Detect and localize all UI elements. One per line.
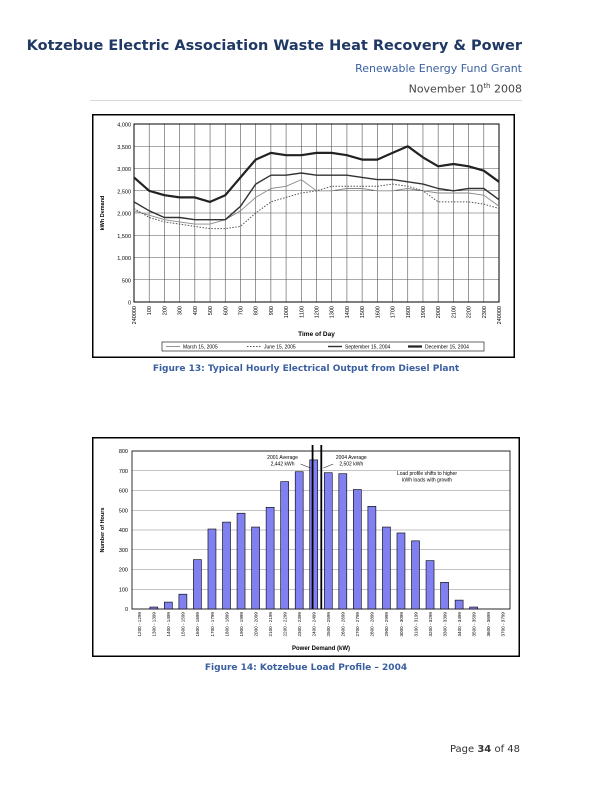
bar [339, 474, 347, 609]
x-tick-label: 300 [177, 306, 184, 316]
bar [412, 541, 420, 609]
x-tick-label: 1300 [329, 306, 336, 319]
x-tick-label: 3400 - 3499 [456, 612, 462, 637]
x-axis-label: Power Demand (kW) [291, 646, 351, 652]
x-tick-label: 1600 [375, 306, 382, 319]
x-tick-label: 2700 - 2799 [355, 612, 361, 637]
bar [353, 490, 361, 609]
x-tick-label: 2000 [436, 306, 443, 319]
x-tick-label: 1800 [405, 306, 412, 319]
x-tick-label: 400 [192, 306, 199, 316]
bar [223, 522, 231, 609]
y-tick-label: 0 [124, 607, 128, 613]
load-profile-chart [92, 437, 520, 657]
bar [397, 533, 405, 609]
page-header-title: Kotzebue Electric Association Waste Heat Recovery & Power [26, 38, 522, 54]
x-tick-label: 100 [147, 306, 154, 316]
y-tick-label: 4,000 [117, 122, 131, 129]
x-tick-label: 2900 - 2999 [384, 612, 390, 637]
x-tick-label: 1800 - 1899 [224, 612, 230, 637]
x-tick-label: 2500 - 2599 [326, 612, 332, 637]
y-tick-label: 200 [118, 567, 128, 574]
bar [150, 607, 158, 609]
x-tick-label: 600 [223, 306, 230, 316]
x-tick-label: 240000 [497, 306, 503, 325]
bar [470, 607, 478, 609]
x-tick-label: 1600 - 1699 [195, 612, 201, 637]
x-tick-label: 2100 - 2199 [267, 612, 273, 637]
x-tick-label: 3600 - 3699 [485, 612, 491, 637]
footer-total: of 48 [491, 744, 520, 755]
x-tick-label: 2600 - 2699 [340, 612, 346, 637]
x-tick-label: 1700 [390, 306, 397, 319]
x-tick-label: 1500 - 1599 [180, 612, 186, 637]
y-tick-label: 700 [118, 468, 128, 475]
footer-page-number: 34 [477, 744, 492, 755]
x-tick-label: 3000 - 3099 [398, 612, 404, 637]
bar [208, 529, 216, 609]
date-year: 2008 [490, 82, 522, 96]
x-tick-label: 800 [253, 306, 260, 316]
bar [368, 506, 376, 609]
x-tick-label: 1200 - 1299 [137, 612, 143, 637]
bar [179, 594, 187, 609]
bar [295, 472, 303, 609]
bar [252, 527, 260, 609]
annotation-2004-average: 2004 Average [335, 455, 367, 461]
x-tick-label: 1200 [314, 306, 321, 319]
x-tick-label: 700 [238, 306, 245, 316]
x-tick-label: 240000 [132, 306, 138, 325]
x-tick-label: 1400 - 1499 [166, 612, 172, 637]
x-tick-label: 3100 - 3199 [413, 612, 419, 637]
legend-label: March 15, 2005 [183, 344, 218, 351]
annotation-2001-average: 2001 Average [267, 455, 298, 461]
bar [455, 600, 463, 609]
x-tick-label: 2000 - 2099 [253, 612, 259, 637]
page-header-date [409, 82, 522, 96]
bar [426, 561, 434, 609]
legend-label: December 15, 2004 [425, 344, 469, 351]
legend-label: June 15, 2005 [264, 344, 296, 351]
date-superscript: th [483, 82, 491, 90]
bar [310, 460, 318, 609]
x-axis-label: Time of Day [298, 331, 335, 338]
x-tick-label: 1700 - 1799 [209, 612, 215, 637]
y-tick-label: 1,500 [117, 233, 131, 240]
bar [281, 482, 289, 609]
x-tick-label: 900 [268, 306, 275, 316]
x-tick-label: 200 [162, 306, 169, 316]
annotation-2001-average: 2,442 kWh [270, 461, 295, 468]
figure-13-caption: Figure 13: Typical Hourly Electrical Output from Diesel Plant [152, 364, 460, 374]
y-axis-label: Number of Hours [100, 507, 106, 553]
y-tick-label: 800 [118, 449, 128, 455]
chart-frame [93, 115, 515, 358]
y-tick-label: 400 [118, 528, 128, 534]
y-tick-label: 300 [118, 547, 128, 554]
page-header-subtitle: Renewable Energy Fund Grant [355, 62, 522, 75]
y-axis-label: kWh Demand [100, 195, 106, 231]
y-tick-label: 1,000 [117, 256, 131, 262]
figure-14-caption: Figure 14: Kotzebue Load Profile – 2004 [204, 663, 408, 673]
bar [441, 582, 449, 609]
y-tick-label: 2,000 [117, 211, 131, 218]
header-divider [90, 100, 522, 101]
bar [266, 507, 274, 609]
x-tick-label: 2300 - 2399 [296, 612, 302, 637]
bar [324, 473, 332, 609]
x-tick-label: 2200 - 2299 [282, 612, 288, 637]
date-text: November 10 [408, 82, 484, 96]
x-tick-label: 1900 [420, 306, 427, 319]
y-tick-label: 500 [121, 278, 131, 285]
bar [237, 513, 245, 609]
x-tick-label: 3300 - 3399 [442, 612, 448, 637]
bar [193, 560, 201, 609]
x-tick-label: 2300 [481, 306, 488, 319]
legend-label: September 15, 2004 [345, 344, 391, 351]
x-tick-label: 3700 - 3799 [500, 612, 506, 637]
annotation-2004-average: 2,502 kWh [339, 461, 364, 468]
x-tick-label: 500 [208, 306, 215, 316]
x-tick-label: 1500 [360, 306, 367, 319]
x-tick-label: 1300 - 1399 [151, 612, 157, 637]
x-tick-label: 3500 - 3599 [471, 612, 477, 637]
bar [382, 527, 390, 609]
y-tick-label: 3,000 [117, 167, 131, 173]
x-tick-label: 2400 - 2499 [311, 612, 317, 637]
x-tick-label: 3200 - 3299 [427, 612, 433, 637]
y-tick-label: 500 [118, 508, 128, 515]
page-footer [450, 744, 520, 755]
y-tick-label: 2,500 [117, 189, 131, 196]
y-tick-label: 600 [118, 488, 128, 495]
x-tick-label: 2200 [466, 306, 473, 319]
x-tick-label: 2100 [451, 306, 458, 319]
y-tick-label: 0 [127, 300, 131, 307]
footer-prefix: Page [449, 744, 478, 755]
bar [164, 602, 172, 609]
annotation-load-shift: Load profile shifts to higher [396, 471, 458, 477]
annotation-load-shift: kWh loads with growth [401, 477, 453, 484]
x-tick-label: 1100 [299, 306, 306, 318]
y-tick-label: 3,500 [117, 144, 131, 151]
x-tick-label: 2800 - 2899 [369, 612, 375, 637]
hourly-output-chart [92, 114, 515, 358]
y-tick-label: 100 [118, 587, 128, 594]
x-tick-label: 1000 [284, 306, 291, 319]
x-tick-label: 1900 - 1999 [238, 612, 244, 637]
x-tick-label: 1400 [344, 306, 351, 319]
